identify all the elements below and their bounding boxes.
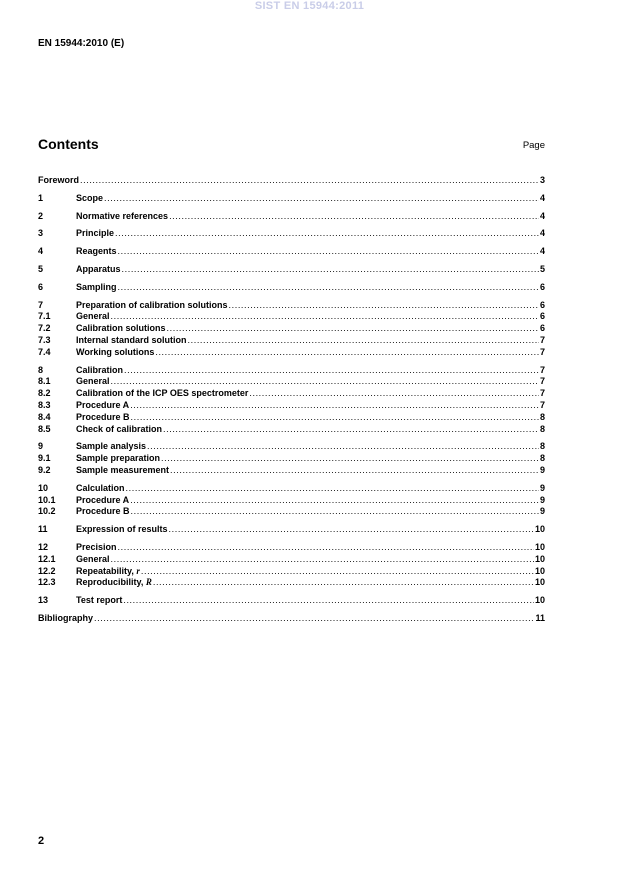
dot-leader [118,542,534,554]
toc-entry[interactable] [38,566,545,578]
toc-entry-title: Procedure B [76,411,130,422]
toc-entry-page: 7 [539,399,545,410]
toc-group [38,365,545,436]
toc-entry-page: 4 [539,246,545,257]
toc-entry[interactable] [38,465,545,477]
toc-entry[interactable] [38,483,545,495]
toc-entry[interactable] [38,424,545,436]
toc-group [38,613,545,625]
toc-entry[interactable] [38,175,545,187]
toc-entry[interactable] [38,311,545,323]
toc-entry[interactable] [38,211,545,223]
dot-leader [111,311,539,323]
toc-entry-title: Test report [76,595,123,606]
toc-entry-title: Scope [76,192,104,203]
page-number: 2 [38,835,45,847]
toc-entry[interactable] [38,441,545,453]
toc-entry[interactable] [38,228,545,240]
toc-entry[interactable] [38,412,545,424]
toc-entry-number: 6 [38,281,44,292]
toc-entry-page: 6 [539,281,545,292]
toc-entry-page: 9 [539,482,545,493]
toc-entry-number: 8.2 [38,388,51,399]
toc-entry-symbol: r [136,565,140,576]
toc-group [38,542,545,589]
toc-group [38,228,545,240]
toc-entry-title: Reproducibility, R [76,577,152,588]
toc-entry-number: 11 [38,524,48,535]
toc-group [38,211,545,223]
dot-leader [141,566,534,578]
toc-group [38,300,545,359]
dot-leader [94,613,534,625]
toc-entry[interactable] [38,300,545,312]
toc-entry-page: 10 [534,565,545,576]
toc-entry[interactable] [38,376,545,388]
toc-entry-title: Expression of results [76,524,168,535]
toc-entry-number: 12.2 [38,565,56,576]
toc-entry-title: Internal standard solution [76,334,187,345]
toc-entry[interactable] [38,335,545,347]
toc-entry[interactable] [38,554,545,566]
dot-leader [124,365,539,377]
toc-entry[interactable] [38,613,545,625]
dot-leader [155,347,539,359]
toc-entry-title: Repeatability, r [76,565,140,576]
table-of-contents [38,175,545,631]
dot-leader [169,524,534,536]
toc-entry-title: Foreword [38,175,80,185]
dot-leader [115,228,539,240]
toc-entry-page: 10 [534,541,545,552]
watermark: SIST EN 15944:2011 [254,0,365,12]
toc-entry[interactable] [38,282,545,294]
toc-entry-number: 10.2 [38,506,56,517]
toc-entry-number: 8.4 [38,411,51,422]
toc-entry-page: 4 [539,192,545,203]
toc-entry-number: 3 [38,228,44,239]
dot-leader [249,388,539,400]
toc-entry-number: 8.1 [38,376,51,387]
toc-entry[interactable] [38,193,545,205]
toc-entry-title: Principle [76,228,115,239]
toc-entry-title: Normative references [76,210,169,221]
toc-entry-page: 4 [539,210,545,221]
dot-leader [130,400,539,412]
toc-entry-number: 5 [38,263,44,274]
toc-entry[interactable] [38,400,545,412]
toc-entry-title: Precision [76,541,117,552]
dot-leader [229,300,539,312]
toc-entry-title: Calibration of the ICP OES spectrometer [76,388,249,399]
toc-group [38,441,545,476]
dot-leader [169,211,539,223]
dot-leader [104,193,539,205]
toc-entry-number: 10.1 [38,494,56,505]
toc-entry-number: 9.1 [38,453,51,464]
toc-entry-number: 13 [38,595,49,606]
toc-group [38,524,545,536]
toc-entry[interactable] [38,388,545,400]
toc-entry-page: 9 [539,464,545,475]
toc-entry-page: 8 [539,423,545,434]
dot-leader [123,595,534,607]
dot-leader [188,335,539,347]
toc-entry-page: 5 [539,263,545,274]
toc-entry-number: 1 [38,192,44,203]
toc-entry-title: Reagents [76,246,117,257]
toc-entry-page: 7 [539,364,545,375]
toc-entry-title: Procedure B [76,506,130,517]
toc-entry-title: Preparation of calibration solutions [76,299,228,310]
toc-entry-number: 4 [38,246,44,257]
toc-entry-title: Procedure A [76,494,130,505]
toc-entry-number: 8 [38,364,44,375]
toc-entry-page: 11 [535,612,545,623]
toc-entry-number: 8.5 [38,423,51,434]
toc-entry-page: 10 [534,553,545,564]
toc-entry-page: 6 [539,299,545,310]
toc-entry-title: Sample preparation [76,453,161,464]
toc-entry-number: 12.3 [38,577,56,588]
dot-leader [111,376,539,388]
toc-entry-page: 7 [539,388,545,399]
dot-leader [122,264,539,276]
toc-entry-title: General [76,311,110,322]
toc-entry-page: 3 [539,175,545,185]
toc-entry[interactable] [38,506,545,518]
toc-entry-title: Sample measurement [76,464,170,475]
toc-entry-page: 7 [539,376,545,387]
dot-leader [111,554,534,566]
toc-entry-page: 10 [534,595,545,606]
toc-entry[interactable] [38,347,545,359]
toc-entry-number: 12 [38,541,49,552]
toc-entry[interactable] [38,577,545,589]
toc-entry-number: 7 [38,299,44,310]
dot-leader [131,412,539,424]
toc-entry-number: 10 [38,482,49,493]
toc-entry-page: 7 [539,346,545,357]
dot-leader [130,495,539,507]
toc-entry-title: Check of calibration [76,423,163,434]
toc-entry-number: 7.3 [38,334,51,345]
toc-entry-page: 8 [539,453,545,464]
toc-entry[interactable] [38,264,545,276]
toc-entry-number: 12.1 [38,553,56,564]
toc-entry-number: 8.3 [38,399,51,410]
toc-entry-page: 4 [539,228,545,239]
dot-leader [153,577,534,589]
toc-entry-title: Apparatus [76,263,121,274]
toc-group [38,193,545,205]
toc-entry[interactable] [38,595,545,607]
toc-entry-page: 10 [534,577,545,588]
toc-entry-title: Calibration [76,364,124,375]
dot-leader [118,282,539,294]
toc-entry-title: General [76,376,110,387]
toc-entry-title: Sampling [76,281,117,292]
dot-leader [161,453,539,465]
toc-entry[interactable] [38,495,545,507]
dot-leader [167,323,539,335]
toc-group [38,483,545,518]
toc-group [38,264,545,276]
toc-entry-number: 2 [38,210,44,221]
dot-leader [163,424,539,436]
dot-leader [131,506,539,518]
page-column-label: Page [522,140,545,151]
toc-entry-page: 9 [539,494,545,505]
toc-entry-number: 7.4 [38,346,51,357]
toc-group [38,246,545,258]
toc-entry-page: 9 [539,506,545,517]
toc-entry-title: Sample analysis [76,441,147,452]
toc-entry[interactable] [38,323,545,335]
contents-title: Contents [38,136,99,152]
toc-entry-page: 6 [539,311,545,322]
toc-entry[interactable] [38,542,545,554]
dot-leader [126,483,539,495]
toc-entry-page: 8 [539,411,545,422]
toc-entry-page: 8 [539,441,545,452]
toc-group [38,282,545,294]
toc-entry-page: 10 [534,524,545,535]
toc-entry-title: Procedure A [76,399,130,410]
toc-entry-number: 7.1 [38,311,51,322]
dot-leader [80,175,539,187]
toc-entry-title: Working solutions [76,346,155,357]
document-id: EN 15944:2010 (E) [38,38,125,49]
toc-entry-page: 6 [539,323,545,334]
toc-entry[interactable] [38,524,545,536]
toc-entry-title: Calculation [76,482,125,493]
toc-entry-page: 7 [539,334,545,345]
toc-entry[interactable] [38,365,545,377]
toc-entry-number: 9 [38,441,44,452]
dot-leader [147,441,539,453]
toc-group [38,595,545,607]
toc-entry-number: 9.2 [38,464,51,475]
toc-entry-title: Calibration solutions [76,323,166,334]
dot-leader [118,246,539,258]
toc-group [38,175,545,187]
toc-entry[interactable] [38,453,545,465]
toc-entry-title: General [76,553,110,564]
toc-entry-number: 7.2 [38,323,51,334]
toc-entry-symbol: R [145,577,152,588]
toc-entry[interactable] [38,246,545,258]
toc-entry-title: Bibliography [38,612,94,623]
dot-leader [170,465,539,477]
